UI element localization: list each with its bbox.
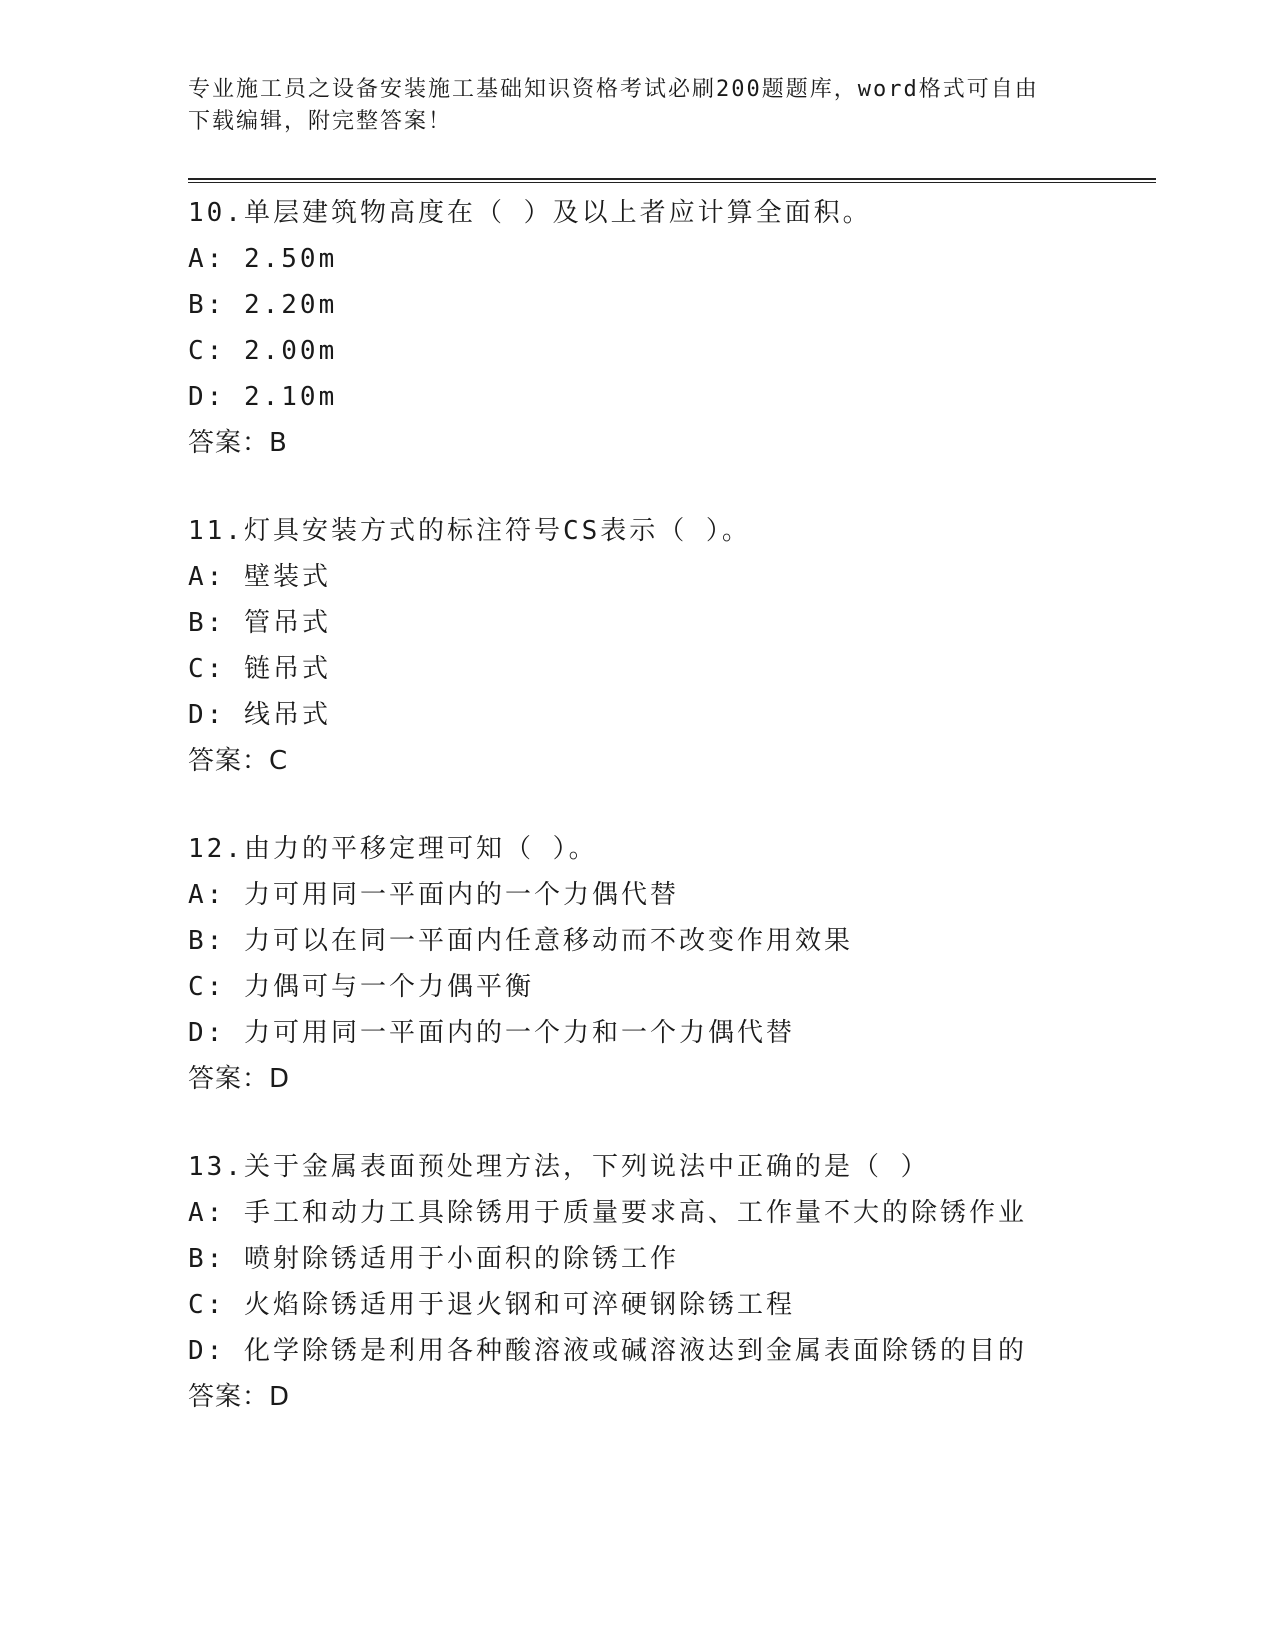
- option-b: B: 管吊式: [188, 608, 331, 638]
- question-11: [188, 508, 1156, 784]
- question-13: [188, 1144, 1156, 1420]
- document-header: [188, 74, 1088, 138]
- question-stem: 12.由力的平移定理可知（ ）。: [188, 834, 598, 864]
- answer-line: 答案：D: [188, 1382, 291, 1412]
- option-c: C: 2.00m: [188, 336, 338, 366]
- question-10: [188, 190, 1156, 466]
- option-b: B: 2.20m: [188, 290, 338, 320]
- option-c: C: 力偶可与一个力偶平衡: [188, 972, 534, 1002]
- question-stem: 10.单层建筑物高度在（ ）及以上者应计算全面积。: [188, 198, 872, 228]
- question-12: [188, 826, 1156, 1102]
- option-d: D: 2.10m: [188, 382, 338, 412]
- header-line-1: 专业施工员之设备安装施工基础知识资格考试必刷200题题库，word格式可自由: [188, 77, 1039, 102]
- option-b: B: 喷射除锈适用于小面积的除锈工作: [188, 1244, 679, 1274]
- option-c: C: 火焰除锈适用于退火钢和可淬硬钢除锈工程: [188, 1290, 795, 1320]
- question-list: [188, 190, 1156, 1462]
- option-a: A: 壁装式: [188, 562, 331, 592]
- option-a: A: 手工和动力工具除锈用于质量要求高、工作量不大的除锈作业: [188, 1198, 1027, 1228]
- option-d: D: 力可用同一平面内的一个力和一个力偶代替: [188, 1018, 795, 1048]
- option-a: A: 2.50m: [188, 244, 338, 274]
- option-b: B: 力可以在同一平面内任意移动而不改变作用效果: [188, 926, 853, 956]
- option-d: D: 线吊式: [188, 700, 331, 730]
- option-d: D: 化学除锈是利用各种酸溶液或碱溶液达到金属表面除锈的目的: [188, 1336, 1027, 1366]
- option-c: C: 链吊式: [188, 654, 331, 684]
- header-line-2: 下载编辑，附完整答案！: [188, 109, 453, 134]
- answer-line: 答案：D: [188, 1064, 291, 1094]
- header-divider: [188, 178, 1156, 183]
- answer-line: 答案：C: [188, 746, 289, 776]
- option-a: A: 力可用同一平面内的一个力偶代替: [188, 880, 679, 910]
- question-stem: 11.灯具安装方式的标注符号CS表示（ ）。: [188, 516, 751, 546]
- question-stem: 13.关于金属表面预处理方法，下列说法中正确的是（ ）: [188, 1152, 930, 1182]
- answer-line: 答案：B: [188, 428, 288, 458]
